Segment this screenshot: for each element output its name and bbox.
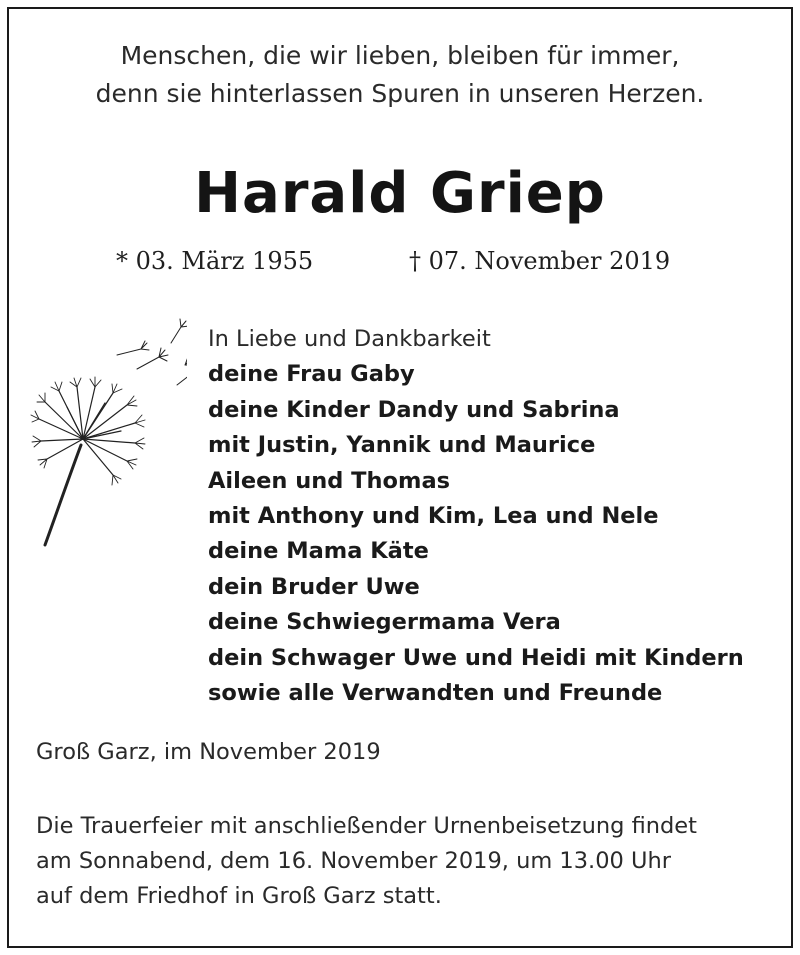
death-date: † 07. November 2019 [409,247,671,275]
motto-line: Menschen, die wir lieben, bleiben für immer, [120,41,680,70]
mourner-line: deine Frau Gaby [208,361,415,388]
funeral-info [36,809,697,914]
motto-line: denn sie hinterlassen Spuren in unseren Herzen. [95,79,705,108]
mourner-line: mit Justin, Yannik und Maurice [208,432,596,459]
funeral-line: auf dem Friedhof in Groß Garz statt. [36,883,442,909]
dandelion-icon [17,307,187,557]
deceased-name: Harald Griep [194,161,606,226]
obituary-notice [7,7,793,948]
mourner-line: Aileen und Thomas [208,467,451,494]
mourner-line: dein Bruder Uwe [208,573,420,600]
motto [9,37,791,113]
funeral-line: Die Trauerfeier mit anschließender Urnenbeisetzung findet [36,813,697,839]
mourner-line: mit Anthony und Kim, Lea und Nele [208,503,659,530]
funeral-line: am Sonnabend, dem 16. November 2019, um 13.00 Uhr [36,848,671,874]
mourner-line: dein Schwager Uwe und Heidi mit Kindern [208,644,744,671]
mourners-list [208,322,744,711]
mourner-line: deine Mama Käte [208,538,429,565]
mourner-line: deine Kinder Dandy und Sabrina [208,396,620,423]
mourner-line: deine Schwiegermama Vera [208,609,561,636]
birth-date: * 03. März 1955 [116,247,314,275]
mourner-line: sowie alle Verwandten und Freunde [208,680,663,707]
place-date: Groß Garz, im November 2019 [36,739,381,765]
mourners-intro: In Liebe und Dankbarkeit [208,326,491,352]
